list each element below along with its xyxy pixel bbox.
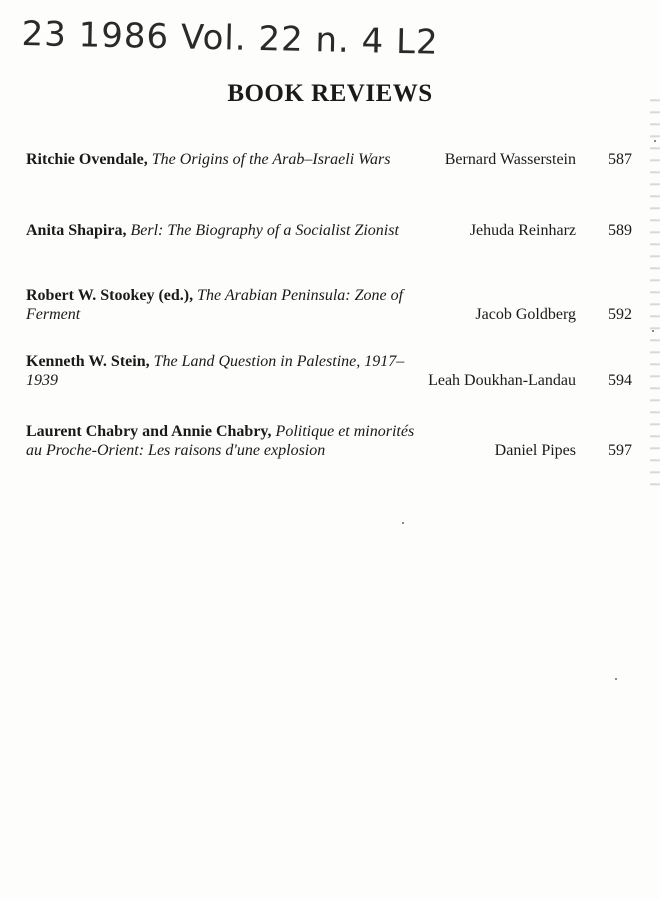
review-entry [26,221,636,240]
book-title: The Arabian Peninsula: Zone of Ferment [26,287,404,323]
page-number: 597 [608,442,632,459]
page-number: 594 [608,372,632,389]
page-number: 589 [608,222,632,239]
book-citation [26,352,416,390]
book-title: The Origins of the Arab–Israeli Wars [151,151,391,168]
reviewer-name: Bernard Wasserstein [444,151,576,168]
reviewer-name: Jacob Goldberg [475,306,576,323]
page-number: 592 [608,306,632,323]
book-title: Politique et minorités au Proche-Orient: Les raisons d'une explosion [26,423,415,459]
book-citation [26,221,416,240]
review-entry [26,352,636,390]
book-author: Kenneth W. Stein, [26,353,150,370]
page-number: 587 [608,151,632,168]
reviewer-name: Daniel Pipes [494,442,576,459]
book-author: Laurent Chabry and Annie Chabry, [26,423,272,440]
handwritten-annotation: 23 1986 Vol. 22 n. 4 L2 [21,14,440,63]
scan-speck [402,522,404,524]
book-title: Berl: The Biography of a Socialist Zionist [130,222,399,239]
book-citation [26,286,416,324]
book-author: Ritchie Ovendale, [26,151,148,168]
reviewer-name: Leah Doukhan-Landau [428,372,576,389]
book-author: Anita Shapira, [26,222,127,239]
scan-speck [652,330,654,332]
scan-edge-artifact [650,90,660,490]
review-entry [26,422,636,460]
book-title: The Land Question in Palestine, 1917–1939 [26,353,405,389]
reviewer-name: Jehuda Reinharz [469,222,576,239]
scan-speck [654,140,656,142]
scan-speck [615,678,617,680]
review-entry [26,150,636,169]
book-citation [26,422,416,460]
book-citation [26,150,416,169]
page-title: BOOK REVIEWS [227,80,433,107]
book-author: Robert W. Stookey (ed.), [26,287,194,304]
review-entry [26,286,636,324]
